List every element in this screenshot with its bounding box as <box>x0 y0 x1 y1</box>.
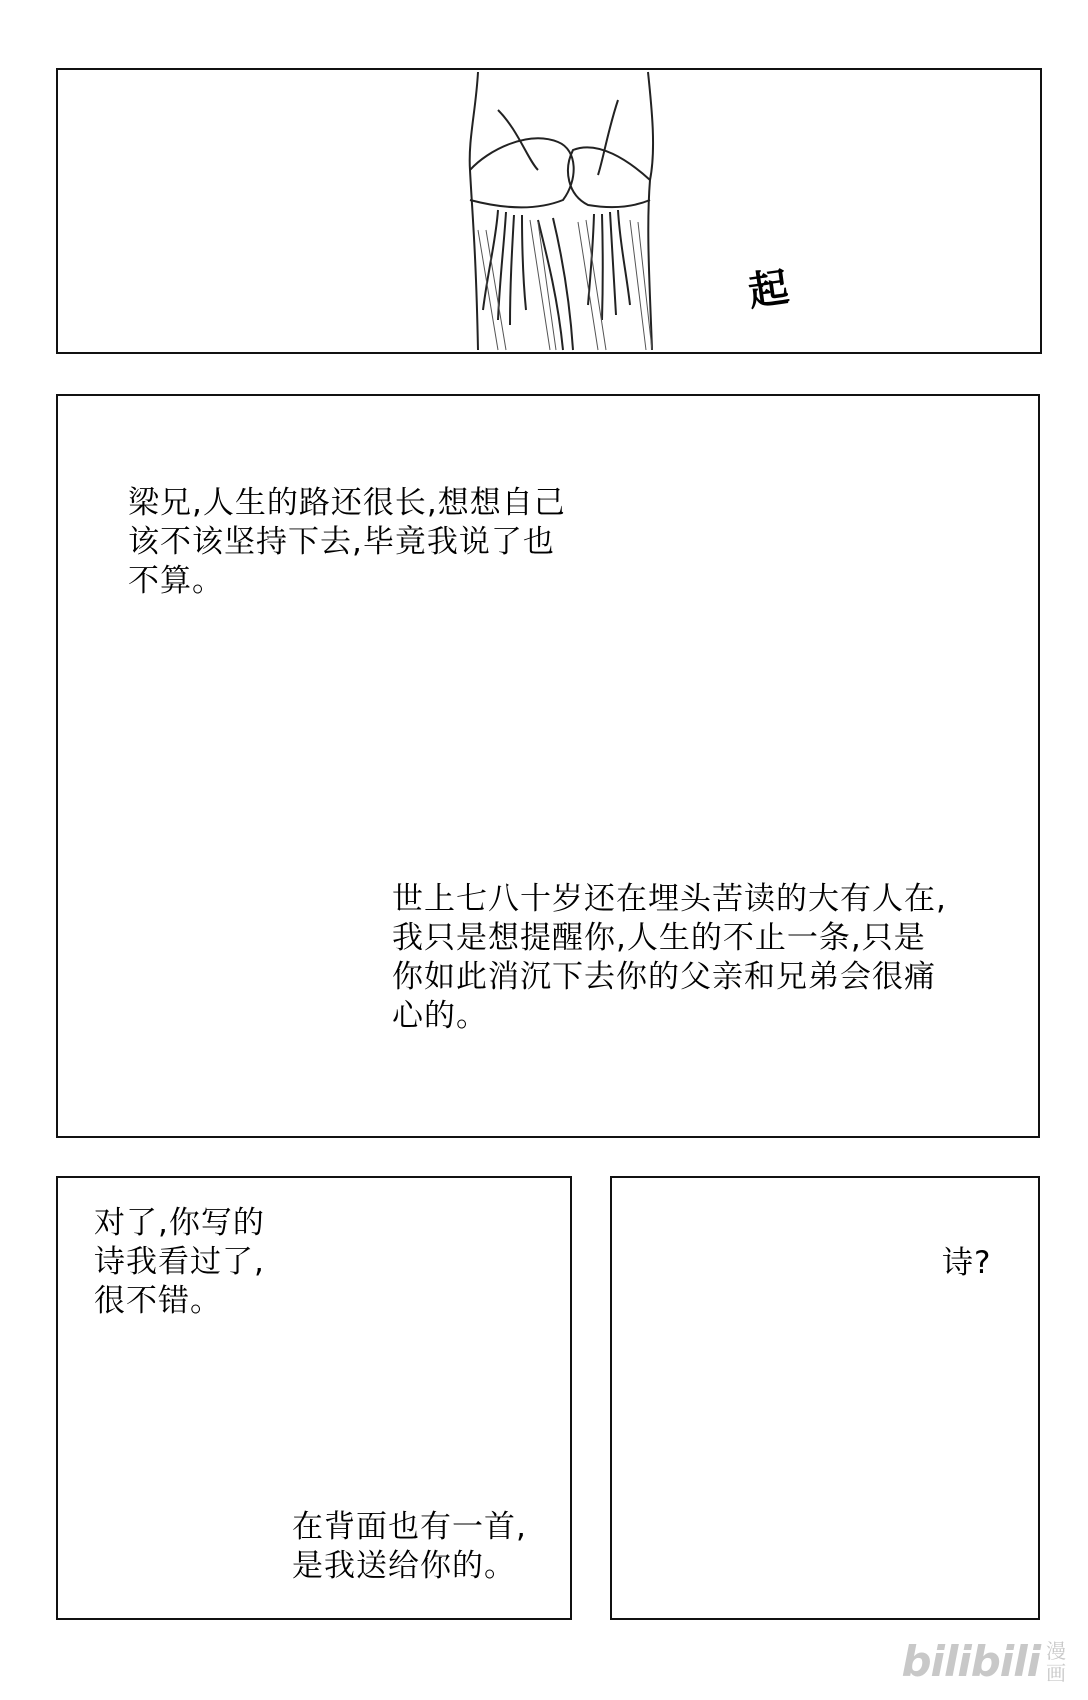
panel-4 <box>610 1176 1040 1620</box>
panel-2 <box>56 394 1040 1138</box>
dialog-line: 心的。 <box>392 998 488 1034</box>
dialog-top <box>128 484 566 601</box>
dialog-top <box>94 1204 265 1321</box>
dialog-line: 很不错。 <box>94 1283 222 1319</box>
dialog-line: 在背面也有一首, <box>292 1509 527 1545</box>
dialog-line: 梁兄,人生的路还很长,想想自己 <box>128 485 566 521</box>
panel-1 <box>56 68 1042 354</box>
watermark-subtitle <box>1046 1640 1066 1684</box>
dialog-question: 诗? <box>942 1245 992 1281</box>
dialog-line: 对了,你写的 <box>94 1205 265 1241</box>
dialog-line: 你如此消沉下去你的父亲和兄弟会很痛 <box>392 959 936 995</box>
dialog-line: 该不该坚持下去,毕竟我说了也 <box>128 524 555 560</box>
dialog-line: 我只是想提醒你,人生的不止一条,只是 <box>392 920 926 956</box>
dialog-line: 诗我看过了, <box>94 1244 265 1280</box>
bilibili-comics-watermark <box>901 1637 1066 1686</box>
dialog-line: 世上七八十岁还在埋头苦读的大有人在, <box>392 881 947 917</box>
dialog-line: 是我送给你的。 <box>292 1548 516 1584</box>
dialog-bottom <box>292 1508 527 1586</box>
watermark-char: 漫 <box>1046 1638 1066 1663</box>
standing-figure-illustration <box>58 70 1040 352</box>
dialog-bottom <box>392 880 947 1036</box>
watermark-char: 画 <box>1046 1660 1066 1685</box>
dialog-line: 不算。 <box>128 563 224 599</box>
panel-3 <box>56 1176 572 1620</box>
sound-effect: 起 <box>745 263 792 316</box>
watermark-logo: bilibili <box>901 1637 1040 1686</box>
